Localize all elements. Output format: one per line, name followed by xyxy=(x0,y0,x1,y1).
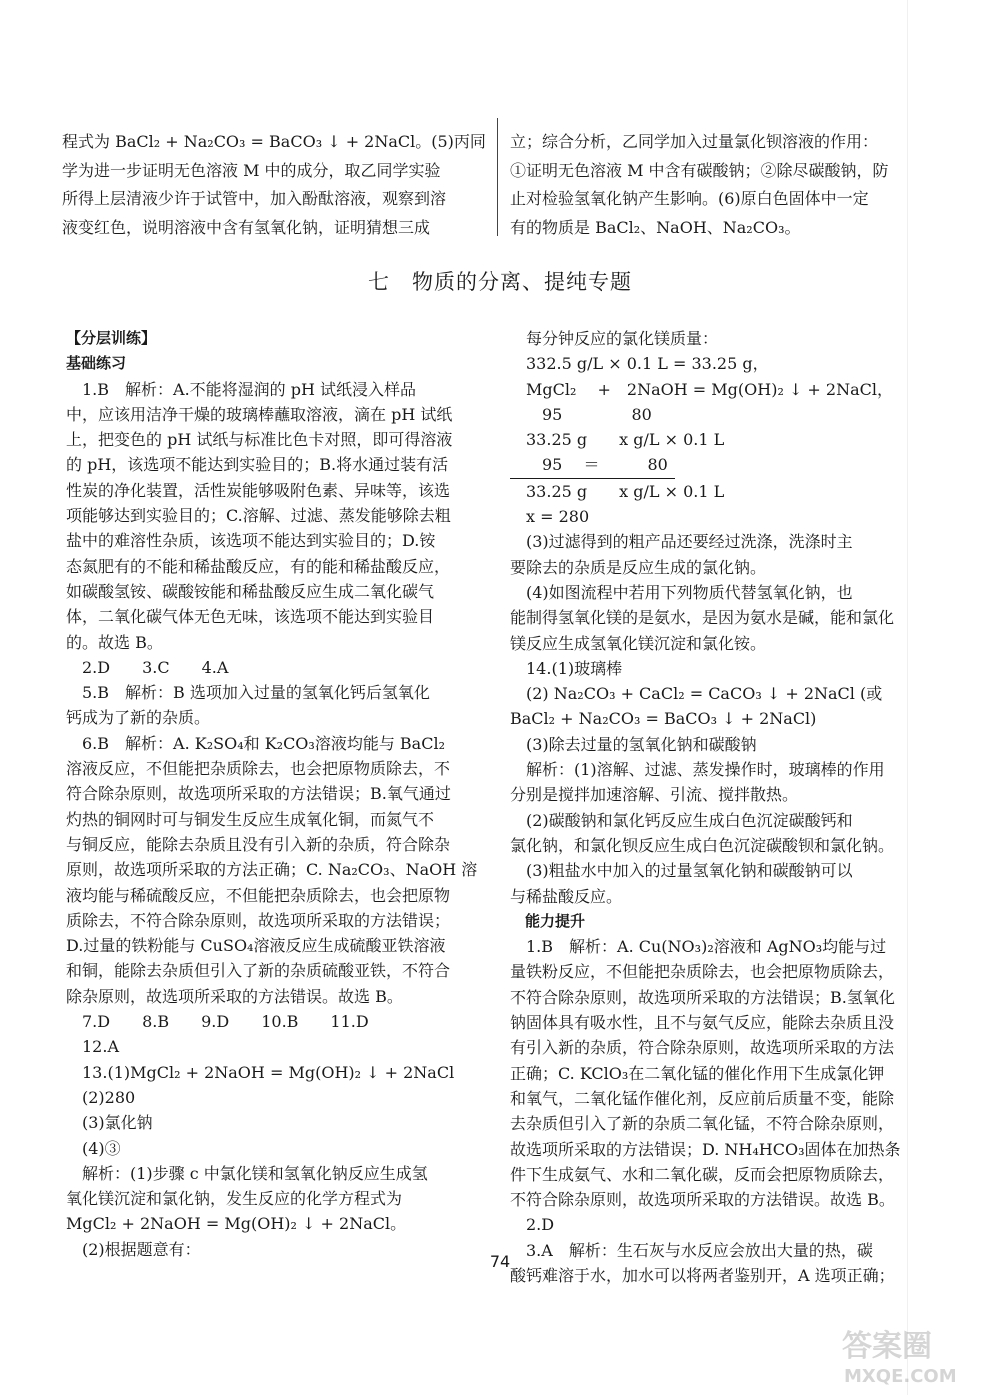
text-line: 332.5 g/L × 0.1 L = 33.25 g， xyxy=(510,354,769,374)
top-left-column xyxy=(62,128,487,242)
top-right-column xyxy=(510,128,932,242)
text-line: 氯化钠，和氯化钡反应生成白色沉淀碳酸钡和氯化钠。 xyxy=(510,835,895,855)
page-number: 74 xyxy=(489,1252,511,1271)
text-line: 钠固体具有吸水性，且不与氨气反应，能除去杂质且没 xyxy=(510,1013,895,1033)
fraction-denominator: 33.25 g x g/L × 0.1 L xyxy=(510,481,725,501)
text-line: 量铁粉反应，不但能把杂质除去，也会把原物质除去， xyxy=(510,962,895,982)
text-line: 除杂原则，故选项所采取的方法错误。故选 B。 xyxy=(66,986,403,1006)
text-line: 酸钙难溶于水，加水可以将两者鉴别开，A 选项正确； xyxy=(510,1265,895,1285)
text-line: 分别是搅拌加速溶解、引流、搅拌散热。 xyxy=(510,785,799,805)
text-line: 与稀盐酸反应。 xyxy=(510,886,623,906)
text-line: 1.B 解析：A. Cu(NO₃)₂溶液和 AgNO₃均能与过 xyxy=(510,937,887,957)
text-line: 正确；C. KClO₃在二氧化锰的催化作用下生成氯化钾 xyxy=(510,1063,885,1083)
text-line: 溶液反应，不但能把杂质除去，也会把原物质除去，不 xyxy=(66,759,451,779)
text-line: 和氧气，二氧化锰作催化剂，反应前后质量不变，能除 xyxy=(510,1088,895,1108)
column-divider xyxy=(497,118,498,236)
text-line: 中，应该用洁净干燥的玻璃棒蘸取溶液，滴在 pH 试纸 xyxy=(66,404,453,424)
text-line: 13.(1)MgCl₂ + 2NaOH = Mg(OH)₂ ↓ + 2NaCl xyxy=(66,1062,455,1082)
text-line: 所得上层清液少许于试管中，加入酚酞溶液，观察到溶 xyxy=(62,189,447,208)
text-line: 14.(1)玻璃棒 xyxy=(510,658,623,678)
text-line: 能制得氢氧化镁的是氨水，是因为氨水是碱，能和氯化 xyxy=(510,608,895,628)
text-line: 上，把变色的 pH 试纸与标准比色卡对照，即可得溶液 xyxy=(66,430,453,450)
text-line: 1.B 解析：A.不能将湿润的 pH 试纸浸入样品 xyxy=(66,379,417,399)
text-line: 3.A 解析：生石灰与水反应会放出大量的热，碳 xyxy=(510,1240,873,1260)
text-line: (3)除去过量的氢氧化钠和碳酸钠 xyxy=(510,734,757,754)
text-line: MgCl₂ + 2NaOH = Mg(OH)₂ ↓ + 2NaCl， xyxy=(510,379,894,399)
text-line: 和铜，能除去杂质但引入了新的杂质硫酸亚铁，不符合 xyxy=(66,961,451,981)
watermark-logo xyxy=(838,1322,988,1388)
subsection-heading: 能力提升 xyxy=(510,911,586,930)
text-line: 6.B 解析：A. K₂SO₄和 K₂CO₃溶液均能与 BaCl₂ xyxy=(66,733,445,753)
text-line: (4)③ xyxy=(66,1138,121,1158)
text-line: BaCl₂ + Na₂CO₃ = BaCO₃ ↓ + 2NaCl) xyxy=(510,709,817,729)
text-line: 件下生成氨气、水和二氧化碳，反而会把原物质除去， xyxy=(510,1164,895,1184)
text-line: 程式为 BaCl₂ + Na₂CO₃ = BaCO₃ ↓ + 2NaCl。(5)丙同 xyxy=(62,132,486,151)
text-line: 原则，故选项所采取的方法正确；C. Na₂CO₃、NaOH 溶 xyxy=(66,860,478,880)
text-line: 故选项所采取的方法错误；D. NH₄HCO₃固体在加热条 xyxy=(510,1139,901,1159)
text-line: 盐中的难溶性杂质，该选项不能达到实验目的；D.铵 xyxy=(66,531,436,551)
text-line: 有引入新的杂质，符合除杂原则，故选项所采取的方法 xyxy=(510,1038,895,1058)
text-line: 如碳酸氢铵、碳酸铵能和稀盐酸反应生成二氧化碳气 xyxy=(66,581,435,601)
text-line: x = 280 xyxy=(510,507,590,527)
text-line: 液变红色，说明溶液中含有氢氧化钠，证明猜想三成 xyxy=(62,217,431,237)
text-line: 33.25 g x g/L × 0.1 L xyxy=(510,430,725,450)
text-line: (3)粗盐水中加入的过量氢氧化钠和碳酸钠可以 xyxy=(510,861,853,881)
text-line: (2)280 xyxy=(66,1087,136,1107)
right-column xyxy=(510,326,930,1288)
text-line: 有的物质是 BaCl₂、NaOH、Na₂CO₃。 xyxy=(510,217,801,237)
text-line: (3)过滤得到的粗产品还要经过洗涤，洗涤时主 xyxy=(510,532,853,552)
text-line: 每分钟反应的氯化镁质量： xyxy=(510,329,719,348)
text-line: ①证明无色溶液 M 中含有碳酸钠；②除尽碳酸钠，防 xyxy=(510,160,889,180)
text-line: 液均能与稀硫酸反应，不但能把杂质除去，也会把原物 xyxy=(66,885,451,905)
text-line: 7.D 8.B 9.D 10.B 11.D xyxy=(66,1012,369,1032)
text-line: D.过量的铁粉能与 CuSO₄溶液反应生成硫酸亚铁溶液 xyxy=(66,936,446,956)
svg-text:答案圈: 答案圈 xyxy=(842,1329,932,1364)
text-line: (2) Na₂CO₃ + CaCl₂ = CaCO₃ ↓ + 2NaCl (或 xyxy=(510,684,883,704)
text-line: 2.D xyxy=(510,1215,555,1235)
text-line: 去杂质但引入了新的杂质二氧化锰，不符合除杂原则， xyxy=(510,1114,895,1134)
text-line: 项能够达到实验目的；C.溶解、过滤、蒸发能够除去粗 xyxy=(66,506,451,526)
text-line: 性炭的净化装置，活性炭能够吸附色素、异味等，该选 xyxy=(66,480,451,500)
text-line: 不符合除杂原则，故选项所采取的方法错误；B.氢氧化 xyxy=(510,987,895,1007)
text-line: 态氮肥有的不能和稀盐酸反应，有的能和稀盐酸反应， xyxy=(66,556,451,576)
fraction-numerator: 95 ＝ 80 xyxy=(510,452,675,478)
text-line: 氧化镁沉淀和氯化钠，发生反应的化学方程式为 xyxy=(66,1189,403,1209)
text-line: (2)碳酸钠和氯化钙反应生成白色沉淀碳酸钙和 xyxy=(510,810,853,830)
svg-text:MXQE.COM: MXQE.COM xyxy=(844,1366,957,1387)
text-line: 的 pH，该选项不能达到实验目的；B.将水通过装有活 xyxy=(66,455,449,475)
text-line: 学为进一步证明无色溶液 M 中的成分，取乙同学实验 xyxy=(62,160,441,180)
section-heading: 【分层训练】 xyxy=(66,329,157,347)
text-line: (3)氯化钠 xyxy=(66,1113,153,1133)
text-line: MgCl₂ + 2NaOH = Mg(OH)₂ ↓ + 2NaCl。 xyxy=(66,1214,407,1234)
text-line: 要除去的杂质是反应生成的氯化钠。 xyxy=(510,557,767,577)
text-line: 灼热的铜网时可与铜发生反应生成氧化铜，而氮气不 xyxy=(66,809,435,829)
subsection-heading: 基础练习 xyxy=(66,354,127,373)
text-line: 95 80 xyxy=(510,404,652,424)
text-line: 止对检验氢氧化钠产生影响。(6)原白色固体中一定 xyxy=(510,189,869,208)
text-line: 2.D 3.C 4.A xyxy=(66,657,229,677)
text-line: (2)根据题意有： xyxy=(66,1239,201,1259)
text-line: 解析：(1)步骤 c 中氯化镁和氢氧化钠反应生成氢 xyxy=(66,1163,428,1183)
text-line: 镁反应生成氢氧化镁沉淀和氯化铵。 xyxy=(510,633,767,653)
text-line: 12.A xyxy=(66,1037,120,1057)
text-line: (4)如图流程中若用下列物质代替氢氧化钠，也 xyxy=(510,582,853,602)
text-line: 不符合除杂原则，故选项所采取的方法错误。故选 B。 xyxy=(510,1190,895,1210)
text-line: 钙成为了新的杂质。 xyxy=(66,708,211,728)
text-line: 质除去，不符合除杂原则，故选项所采取的方法错误； xyxy=(66,910,451,930)
section-title: 七 物质的分离、提纯专题 xyxy=(368,270,632,294)
text-line: 的。故选 B。 xyxy=(66,632,163,652)
text-line: 解析：(1)溶解、过滤、蒸发操作时，玻璃棒的作用 xyxy=(510,760,885,780)
left-column xyxy=(66,326,486,1262)
text-line: 与铜反应，能除去杂质且没有引入新的杂质，符合除杂 xyxy=(66,834,451,854)
text-line: 体，二氧化碳气体无色无味，该选项不能达到实验目 xyxy=(66,607,435,627)
text-line: 5.B 解析：B 选项加入过量的氢氧化钙后氢氧化 xyxy=(66,683,430,703)
text-line: 立；综合分析，乙同学加入过量氯化钡溶液的作用： xyxy=(510,132,879,151)
text-line: 符合除杂原则，故选项所采取的方法错误；B.氧气通过 xyxy=(66,784,451,804)
